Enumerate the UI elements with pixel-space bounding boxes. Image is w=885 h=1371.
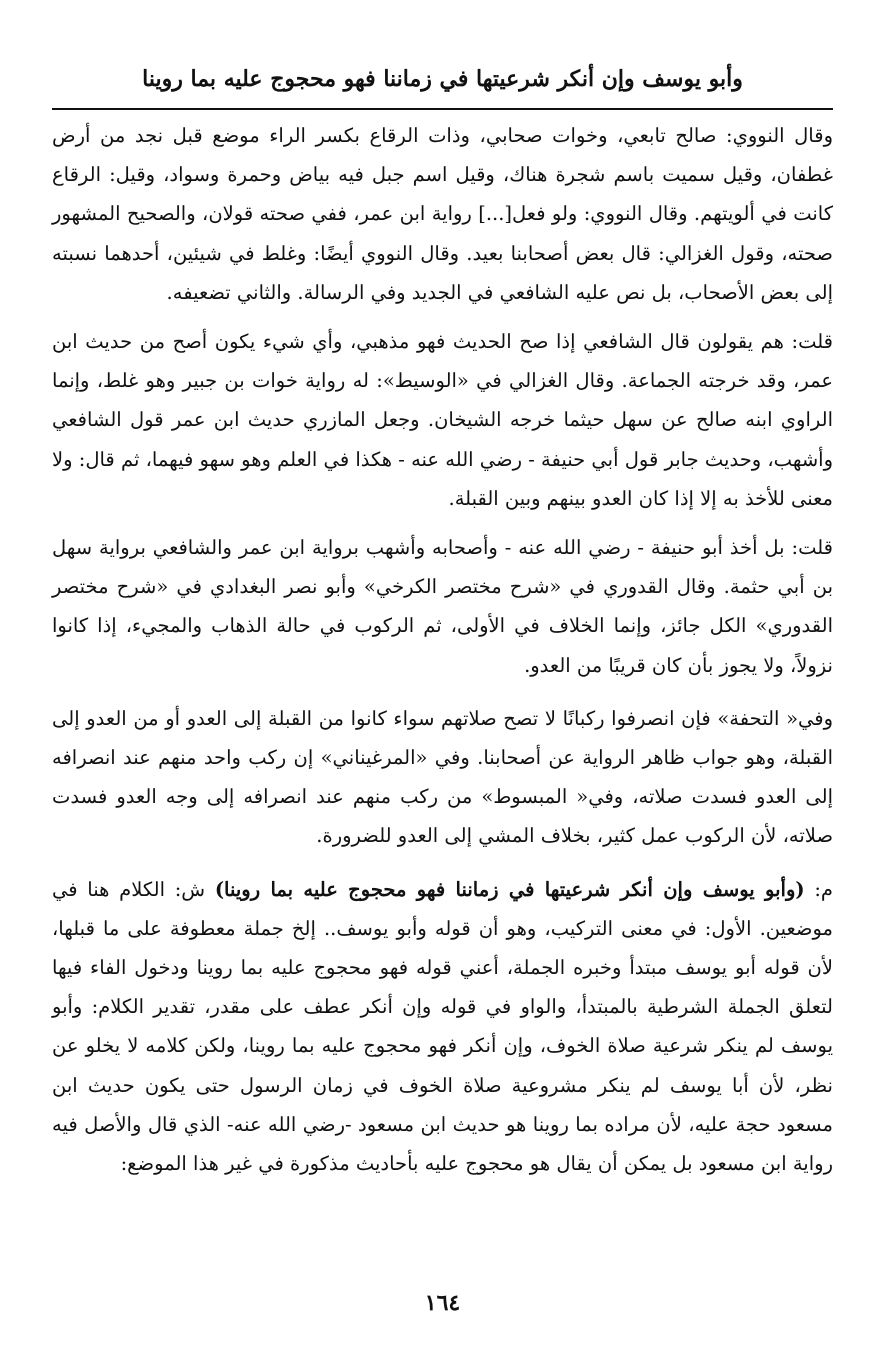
commentary-prefix: م:: [804, 877, 834, 901]
header-rule: [52, 108, 833, 110]
commentary-quote: (وأبو يوسف وإن أنكر شرعيتها في زماننا فهو محجوج عليه بما روينا): [214, 877, 805, 901]
paragraph-nawawi: وقال النووي: صالح تابعي، وخوات صحابي، وذات الرقاع بكسر الراء موضع قبل نجد من أرض غطفان، وقيل سميت باسم شجرة هناك، وقيل اسم جبل فيه بياض وحمرة وسواد، وقيل: الرقاع كانت في ألويتهم. وقال النووي: ولو فعل[...] رواية ابن عمر، ففي صحته قولان، والصحيح المشهور صحته، وقول الغزالي: قال بعض أصحابنا بعيد. وقال النووي أيضًا: وغلط في شيئين، أحدهما نسبته إلى بعض الأصحاب، بل نص عليه الشافعي في الجديد وفي الرسالة. والثاني تضعيفه.: [52, 124, 833, 304]
paragraph-commentary: [52, 870, 833, 1184]
paragraph-gap: [52, 685, 833, 699]
running-header: وأبو يوسف وإن أنكر شرعيتها في زماننا فهو محجوج عليه بما روينا: [142, 66, 743, 92]
paragraph-gap: [52, 518, 833, 528]
paragraph-gap: [52, 856, 833, 870]
paragraph-qultu-2: قلت: بل أخذ أبو حنيفة - رضي الله عنه - وأصحابه وأشهب برواية ابن عمر والشافعي برواية سهل بن أبي حثمة. وقال القدوري في «شرح مختصر الكرخي» وأبو نصر البغدادي في «شرح مختصر القدوري» الكل جائز، وإنما الخلاف في الأولى، ثم الركوب في حالة الذهاب والمجيء، إذا كانوا نزولاً، ولا يجوز بأن كان قريبًا من العدو.: [52, 536, 833, 677]
commentary-text: ش: الكلام هنا في موضعين. الأول: في معنى التركيب، وهو أن قوله وأبو يوسف.. إلخ جملة معطوفة على ما قبلها، لأن قوله أبو يوسف مبتدأ وخبره الجملة، أعني قوله فهو محجوج عليه بما روينا ودخول الفاء فيها لتعلق الجملة الشرطية بالمبتدأ، والواو في قوله وإن أنكر عطف على مقدر، تقدير الكلام: وأبو يوسف لم ينكر شرعية صلاة الخوف، وإن أنكر فهو محجوج عليه بما روينا، ولكن كلامه لا يخلو عن نظر، لأن أبا يوسف لم ينكر مشروعية صلاة الخوف في زمان الرسول حتى يكون حديث ابن مسعود حجة عليه، لأن مراده بما روينا هو حديث ابن مسعود -رضي الله عنه- الذي قال والأصل فيه رواية ابن مسعود بل يمكن أن يقال هو محجوج عليه بأحاديث مذكورة في غير هذا الموضع:: [52, 877, 833, 1176]
page-body: [52, 116, 833, 1183]
paragraph-qultu-1: قلت: هم يقولون قال الشافعي إذا صح الحديث فهو مذهبي، وأي شيء يكون أصح من حديث ابن عمر، وقد خرجته الجماعة. وقال الغزالي في «الوسيط»: له رواية خوات بن جبير وهو غلط، وإنما الراوي ابنه صالح عن سهل حيثما خرجه الشيخان. وجعل المازري حديث ابن عمر قول الشافعي وأشهب، وحديث جابر قول أبي حنيفة - رضي الله عنه - هكذا في العلم وهو سهو فيهما، ثم قال: ولا معنى للأخذ به إلا إذا كان العدو بينهم وبين القبلة.: [52, 330, 833, 510]
paragraph-tuhfa: وفي« التحفة» فإن انصرفوا ركبانًا لا تصح صلاتهم سواء كانوا من القبلة إلى العدو أو من العدو إلى القبلة، وهو جواب ظاهر الرواية عن أصحابنا. وفي «المرغيناني» إن ركب واحد منهم عند انصرافه إلى العدو فسدت صلاته، وفي« المبسوط» من ركب منهم عند انصرافه إلى وجه العدو فسدت صلاته، لأن الركوب عمل كثير، بخلاف المشي إلى العدو للضرورة.: [52, 706, 833, 848]
paragraph-gap: [52, 312, 833, 322]
page-number: ١٦٤: [424, 1290, 461, 1316]
